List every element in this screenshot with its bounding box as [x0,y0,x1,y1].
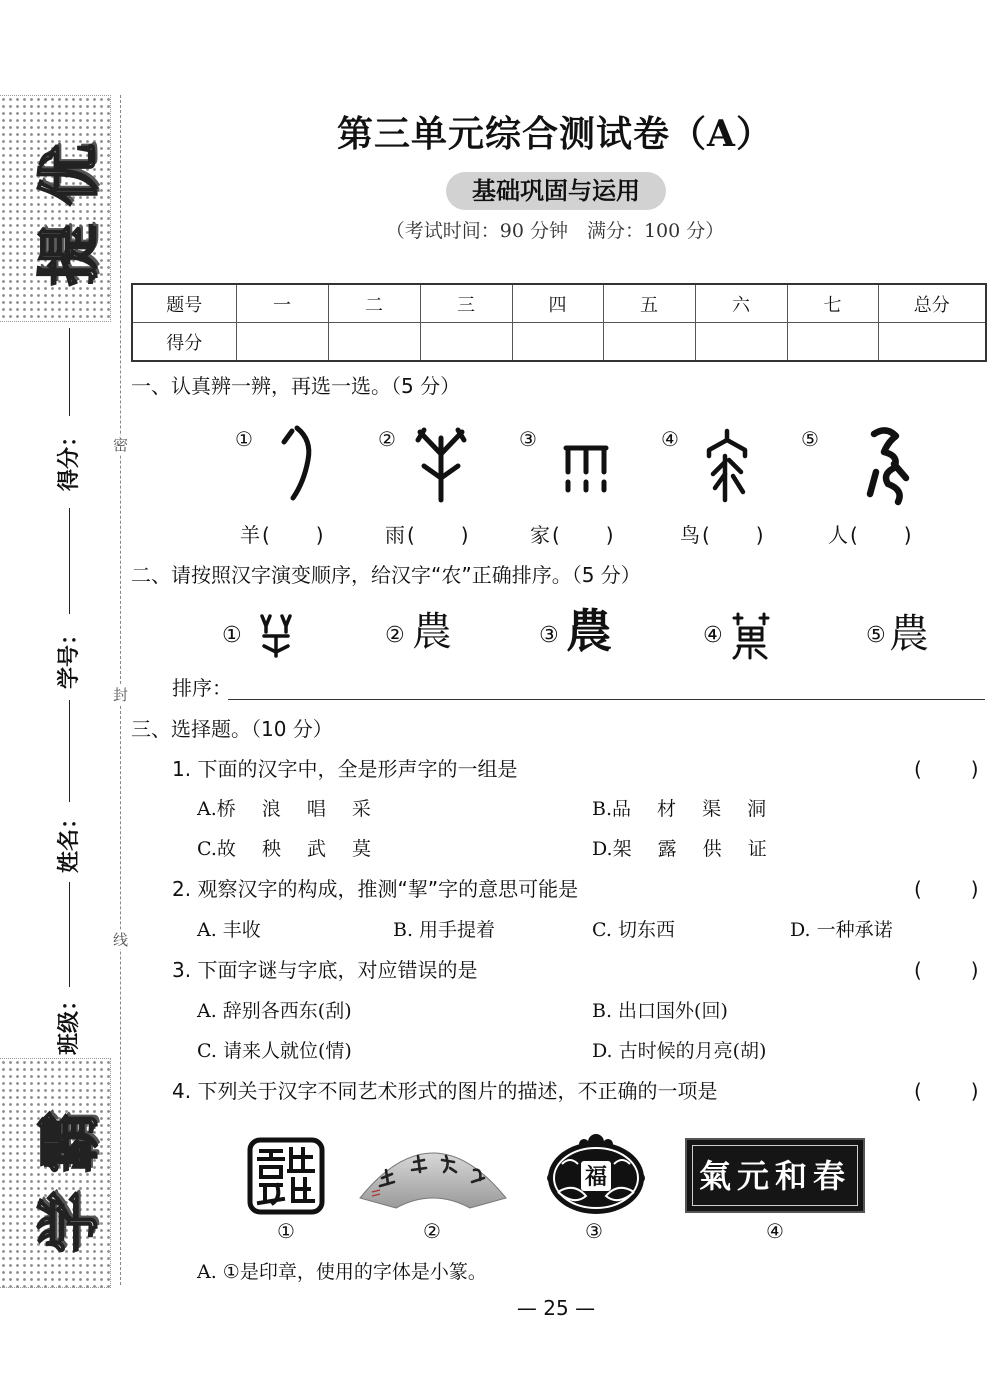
seal-mark-feng: 封 [112,686,128,704]
brand-top-text: 提优 [32,125,106,287]
question-2-stem: 2. 观察汉字的构成，推测“挈”字的意思可能是 [172,877,579,901]
question-3-stem: 3. 下面字谜与字底，对应错误的是 [172,958,478,982]
score-label: 得分： [57,424,82,492]
question-2-option-b: B. 用手提着 [393,919,496,941]
calligraphy-plaque-image [685,1138,865,1213]
seal-mark-xian: 线 [112,931,128,949]
question-2-answer-blank: ( ) [914,877,982,901]
question-1-option-d: D.架 露 供 证 [592,838,767,860]
score-header-cell: 五 [603,284,695,323]
score-cell [512,323,603,362]
page-title: 第三单元综合测试卷（A） [337,113,773,155]
question-1-option-b: B.品 材 渠 洞 [592,798,767,820]
seal-glyph-1 [256,612,296,658]
evolution-number: ⑤ [866,623,886,648]
fill-line [69,882,70,987]
question-3-option-b: B. 出口国外(回) [592,1000,728,1022]
score-cell [603,323,695,362]
score-header-cell: 一 [236,284,328,323]
glyph-number: ① [235,427,253,451]
section2-heading: 二、请按照汉字演变顺序，给汉字“农”正确排序。（5 分） [131,563,641,587]
class-label: 班级： [57,988,82,1056]
section1-heading: 一、认真辨一辨，再选一选。（5 分） [131,374,461,398]
fill-line [69,508,70,614]
seal-glyph-4 [730,612,772,660]
question-3-option-a: A. 辞别各西东(刮) [197,1000,352,1022]
question-2-option-a: A. 丰收 [197,919,261,941]
image-label: ④ [766,1219,784,1243]
clerical-glyph: 農 [412,609,452,655]
score-cell [878,323,986,362]
modern-glyph: 農 [889,611,929,657]
evolution-number: ① [222,623,242,648]
score-table [131,283,987,362]
order-label: 排序： [172,676,232,700]
answer-blank: 家( ) [530,523,616,547]
question-4-answer-blank: ( ) [914,1079,982,1103]
ancient-glyph-2 [412,424,470,504]
evolution-number: ② [385,623,405,648]
seal-mark-mi: 密 [112,436,128,454]
score-header-cell: 七 [787,284,878,323]
score-header-cell: 六 [695,284,787,323]
evolution-number: ④ [703,623,723,648]
image-label: ① [277,1219,295,1243]
score-row-label: 得分 [132,323,236,362]
answer-blank: 人( ) [828,523,914,547]
glyph-number: ⑤ [801,427,819,451]
question-1-answer-blank: ( ) [914,757,982,781]
score-cell [236,323,328,362]
question-3-answer-blank: ( ) [914,958,982,982]
score-cell [420,323,512,362]
score-header-cell: 三 [420,284,512,323]
regular-glyph: 農 [566,604,612,658]
paper-cut-image [544,1134,648,1218]
question-4-stem: 4. 下列关于汉字不同艺术形式的图片的描述，不正确的一项是 [172,1079,718,1103]
plaque-text: 氣元和春 [692,1145,858,1206]
paper-cut-character: 福 [584,1164,608,1190]
page-number: — 25 — [516,1296,596,1320]
brand-box-top [0,95,111,322]
question-1-option-a: A.桥 浪 唱 采 [197,798,371,820]
score-header-cell: 二 [328,284,420,323]
section3-heading: 三、选择题。（10 分） [131,717,333,741]
glyph-number: ④ [661,427,679,451]
score-value-row [132,323,986,362]
fill-line [69,328,70,416]
question-2-option-d: D. 一种承诺 [790,919,893,941]
ancient-glyph-5 [862,424,914,506]
exam-meta: （考试时间：90 分钟 满分：100 分） [385,220,725,242]
answer-blank: 雨( ) [385,523,471,547]
ancient-glyph-3 [560,438,612,494]
ancient-glyph-4 [703,428,751,504]
seal-stamp-image [247,1137,325,1215]
score-header-cell: 四 [512,284,603,323]
glyph-number: ② [378,427,396,451]
question-1-option-c: C.故 秧 武 莫 [197,838,372,860]
question-3-option-d: D. 古时候的月亮(胡) [592,1040,767,1062]
calligraphy-fan-image [358,1138,508,1210]
order-answer-line [228,699,985,700]
glyph-number: ③ [519,427,537,451]
question-4-option-a: A. ①是印章，使用的字体是小篆。 [197,1261,487,1283]
answer-blank: 羊( ) [240,523,326,547]
score-header-row [132,284,986,323]
ancient-glyph-1 [278,422,318,502]
image-label: ② [423,1219,441,1243]
evolution-number: ③ [539,623,559,648]
subtitle-badge: 基础巩固与运用 [446,172,666,210]
score-cell [787,323,878,362]
student-id-label: 学号： [57,622,82,690]
score-header-cell: 题号 [132,284,236,323]
question-2-option-c: C. 切东西 [592,919,675,941]
score-header-cell: 总分 [878,284,986,323]
question-3-option-c: C. 请来人就位(情) [197,1040,352,1062]
brand-box-bottom [0,1058,111,1288]
brand-bottom-text: 学霸 [32,1092,106,1254]
score-cell [328,323,420,362]
fill-line [69,700,70,802]
image-label: ③ [585,1219,603,1243]
score-cell [695,323,787,362]
answer-blank: 鸟( ) [680,523,766,547]
name-label: 姓名： [57,806,82,874]
question-1-stem: 1. 下面的汉字中，全是形声字的一组是 [172,757,518,781]
